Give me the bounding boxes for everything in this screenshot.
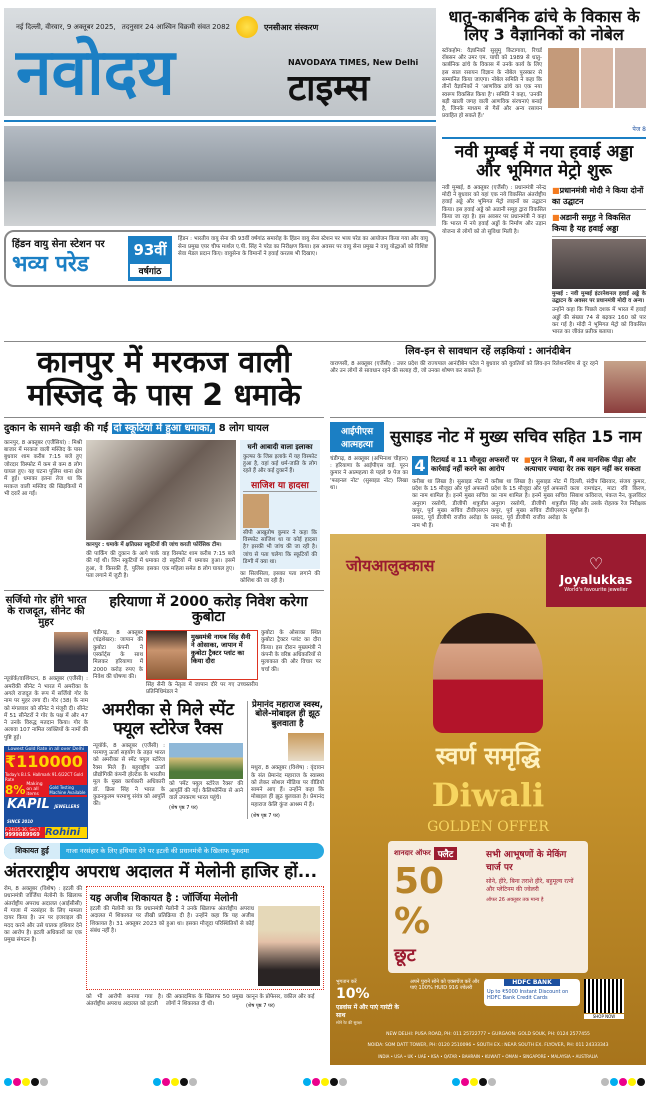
continued-note: (शेष पृष्ठ 7 पर) [251, 813, 280, 820]
bank-name: HDFC BANK [504, 979, 560, 986]
ad-bottom [330, 979, 646, 1026]
kanpur-right [240, 440, 320, 586]
america-body2: को 'स्पेंट फ्यूल स्टोरेज रैक्स' की आपूर्ति की गई। कैलिफोर्निया से आने वाले उपकरण भारत पहुंचे। [169, 780, 243, 802]
meloni-story [4, 886, 324, 1009]
offer-right [486, 847, 582, 903]
kanpur-body3: वाह विस्फोट शाम करीब 7:15 बजे दो स्कूटियों में धमाका हुआ। इसमें एक महिला समेत 8 लोग घायल हुए। [162, 551, 235, 572]
color-registration-marks [303, 1071, 348, 1090]
kubota-quote-box [146, 630, 258, 680]
divider [4, 417, 324, 418]
meloni-quote-box [86, 886, 324, 990]
bullet-text: प्रधानमंत्री मोदी ने किया दोनों का उद्घाटन [552, 185, 644, 206]
ips-header [330, 422, 646, 452]
premanand-headline: प्रेमानंद महाराज स्वस्थ, बोले-मोबाइल ही झूठ बुलवाता है [252, 699, 323, 729]
main-section [4, 346, 646, 1066]
masthead-topline [16, 16, 424, 38]
quote-title [90, 890, 320, 904]
registration-row [4, 1071, 646, 1090]
edition-label: एनसीआर संस्करण [264, 22, 319, 32]
kubota-story [93, 630, 324, 697]
meloni-col: को भी आरोपी बनाया गया है। अंतर्राष्ट्रीय अपराध अदालत को इटली [86, 994, 163, 1008]
page-ref: पेज 8 [632, 125, 646, 133]
bullet-item: ■प्रधानमंत्री मोदी ने किया दोनों का उद्घाटन [552, 185, 646, 210]
ad-diwali: Diwali [431, 775, 545, 814]
meloni-col-text: कानून के प्रोफेसर, वकील और कई [246, 994, 315, 1001]
ad-address2: NOIDA: SOM DATT TOWER, PH: 0120 2510096 • SOUTH EX.: NEAR SOUTH EX. FLYOVER, PH: 011 24333343 [367, 1043, 609, 1049]
america-body: न्यूयॉर्क, 8 अक्तूबर (एजैंसी) : परमाणु ऊर्जा सहयोग के तहत भारत को अमरीका से स्पेंट फ्यूल स्टोरेज रैक्स मिले हैं। बहुराष्ट्रीय ऊर्जा प्रौद्योगिकी कंपनी होल्टेक के भारतीय मूल के मुख्य कार्यकारी अधिकारी डॉ. क्रिस सिंह ने भारत के कुडनकुलम परमाणु संयंत्र को आपूर्ति की। [93, 742, 165, 808]
main-left [4, 346, 324, 1010]
kubota-quote: मुख्यमंत्री नायब सिंह सैनी ने ओसाका, जापान में कुबोटा ट्रैक्टर प्लांट का किया दौरा [191, 633, 251, 666]
qr-code[interactable] [584, 979, 624, 1013]
kapil-ad [4, 746, 88, 839]
sub-part: 8 लोग घायल [218, 422, 269, 434]
america-cols [93, 743, 243, 811]
nobel-body: स्टॉकहोम: वैज्ञानिकों सुसुमु किटागावा, रिचर्ड रॉबसन और उमर एम. याघी को 1989 से धातु-कार्बनिक ढांचे के विकास में उनके कार्य के लिए इस साल रसायन विज्ञान के नोबेल पुरस्कार से सम्मानित किया जाएगा। नोबेल समिति ने कहा कि तीनों वैज्ञानिकों ने 'आणविक ढांचे का एक नया स्वरूप विकसित किया है'। समिति ने कहा, 'उनकी बड़ी खाली जगह वाली आणविक संरचनाएं बनाई है, जिनके माध्यम से गैसें और अन्य रसायन प्रवाहित हो सकते हैं।' [442, 47, 542, 120]
kanpur-center [86, 440, 236, 580]
offer-flat: फ्लैट [434, 847, 458, 860]
divider [4, 341, 646, 342]
nobel-headline: धातु-कार्बनिक ढांचे के विकास के लिए 3 वैज्ञानिकों को नोबेल [448, 7, 640, 44]
ips-kicker: आईपीएस आत्महत्या [330, 422, 384, 452]
color-registration-marks [4, 1071, 49, 1090]
photo-caption: मुम्बई : नवी मुम्बई इंटरनेशनल हवाई अड्डे के उद्घाटन के अवसर पर प्रधानमंत्री मोदी व अन्य। [552, 290, 646, 305]
offer-box [388, 841, 588, 973]
america-premanand [93, 701, 324, 819]
quote-body: इटली की मेलोनी का कि प्रधानमंत्री मेलोनी ने उनके खिलाफ अंतर्राष्ट्रीय अपराध अदालत में शिकायत पर तीखी प्रतिक्रिया दी है। उन्होंने कहा कि यह अजीब शिकायत है। 31 अक्तूबर 2023 को हुआ था। इसका मौजूदा परिस्थितियों से कोई संबंध नहीं है। [90, 906, 254, 934]
kanpur-body2: की पार्किंग की दुकान के आगे पार्क की गई थी। जिन स्कूटियों में धमाका हुआ, वे किसकी हैं, पुलिस इसका पता लगाने में जुटी है। [86, 551, 159, 579]
meloni-kicker: शिकायत हुई [4, 843, 60, 859]
meloni-photo [258, 906, 320, 986]
meloni-headline: अंतरराष्ट्रीय अपराध अदालत में मेलोनी हाजिर हों... [4, 862, 318, 883]
sidebar-title2: साजिश या हादसा [243, 478, 317, 492]
ips-point1: रिटायर्ड व 11 मौजूदा अफसरों पर कार्रवाई नहीं करने का आरोप [431, 455, 519, 473]
heart-icon: ♡ [588, 553, 604, 573]
ips-body3: दिल्ली, संदीप खिरवार, संजय कुमार, कला रामचंद्रन, माटा रवि किरण, सिबाश कविराज, पंकज नैन, कुलविंदर सिंह और उसके रोहतक रेंज निरीक्षक सुशील हैं। [570, 478, 646, 514]
ad-top [330, 534, 646, 607]
sidebar-title: घनी आबादी वाला इलाका [247, 442, 313, 451]
anandiben-story [330, 361, 646, 413]
top-left [4, 8, 436, 287]
badge-number: 93वीं [133, 241, 167, 260]
pay-block [336, 979, 406, 1026]
sidebar-body2: सीपी आखुतोष कुमार ने कहा कि विस्फोट साजिश था या कोई हादसा है? इसकी भी जांच की जा रही है। जांच से पता चलेगा कि स्कूटियों की डिग्गी में क्या था। [243, 529, 317, 565]
english-name: NAVODAYA TIMES, New Delhi [288, 57, 419, 67]
ad-title: स्वर्ण समृद्धि [435, 741, 541, 770]
kapil-brand-sub: JEWELLERS SINCE 2010 [7, 804, 80, 825]
kubota-body3: कुबोटा के ओसाका स्थित कुबोटा ट्रैक्टर प्लांट का दौरा किया। इस दौरान मुख्यमंत्री ने कंपनी के वरिष्ठ अधिकारियों से मुलाकात की और विचार पर चर्चा की। [261, 630, 321, 673]
sub-part: दुकान के सामने खड़ी की गईं [4, 422, 109, 434]
divider [4, 590, 324, 591]
point-text: पूरन ने लिखा, मैं अब मानसिक पीड़ा और अत्याचार ज्यादा देर तक सहन नहीं कर सकता [524, 455, 641, 473]
logo-right [288, 58, 424, 109]
meloni-col [246, 994, 324, 1009]
lower-center [93, 595, 324, 819]
quote-title-text: यह अजीब शिकायत है : जॉर्जिया मेलोनी [90, 893, 238, 905]
sub-highlight: दो स्कूटियों में हुआ धमाका, [113, 422, 214, 434]
masthead-rule [4, 120, 436, 122]
kanpur-subheadline [4, 422, 324, 436]
ips-point2: ■पूरन ने लिखा, मैं अब मानसिक पीड़ा और अत्याचार ज्यादा देर तक सहन नहीं कर सकता [524, 455, 641, 473]
samvat-date: तदनुसार 24 आश्विन विक्रमी संवत 2082 [121, 22, 230, 31]
bank-offer: Up to ₹5000 Instant Discount on HDFC Bank Credit Cards [487, 989, 569, 1002]
ad-logo [546, 534, 646, 607]
kanpur-sidebar [240, 440, 320, 569]
scientist-photo [615, 48, 646, 108]
parade-photo [4, 126, 436, 226]
premanand-story [247, 701, 324, 819]
top-section [4, 8, 646, 337]
ad-tagline: World's favourite jeweller [564, 586, 628, 593]
premanand-photo [288, 733, 324, 761]
pay-label: भुगतान करें [336, 979, 357, 986]
kapil-address: F-24/35-36, Sec-7 [5, 827, 41, 833]
ips-right [412, 456, 646, 530]
premanand-body: मथुरा, 8 अक्तूबर (विशेष) : वृंदावन के संत प्रेमानंद महाराज के स्वास्थ्य को लेकर सोशल मीडिया पर वीडियो सामने आए हैं। उन्होंने कहा कि मोबाइल ही झूठ बुलवाता है। प्रेमानंद महाराज केलि कुंज आश्रम में हैं। [251, 765, 324, 808]
parade-title-block [12, 236, 122, 281]
america-headline: अमरीका से मिले स्पेंट फ्यूल स्टोरेज रैक्स [101, 699, 235, 739]
quote-content [90, 906, 320, 986]
kapil-brand: KAPIL [7, 797, 50, 813]
ips-body2b: करीबा था लिखा है। सुसाइड नोट में प्रदेश के 15 मौजूदा और पूर्व अफसरों का नाम शामिल है। इनमें मुख्य सचिव अनुराग रस्तोगी, डीजीपी शत्रुजीत कपूर, पूर्व मुख्य सचिव टीवीएसएन प्रसाद, पूर्व डीजीपी राजीव अरोड़ा के नाम भी हैं। [491, 478, 567, 529]
official-photo [243, 494, 269, 528]
kapil-rate-note: Today's B.I.S. Hallmark 91.6/22CT Gold Rate [5, 772, 83, 783]
parade-title: भव्य परेड [12, 252, 89, 278]
ips-number: 4 [412, 456, 428, 475]
ips-body2: करीबा था लिखा है। सुसाइड नोट में प्रदेश के 15 मौजूदा और पूर्व अफसरों का नाम शामिल है। इनमें मुख्य सचिव अनुराग रस्तोगी, डीजीपी शत्रुजीत कपूर, पूर्व मुख्य सचिव टीवीएसएन प्रसाद, पूर्व डीजीपी राजीव अरोड़ा के नाम भी हैं। [412, 478, 488, 529]
offer-off: छूट [394, 945, 416, 967]
divider [442, 137, 646, 139]
divider [330, 417, 646, 418]
navi-mumbai-body2: उन्होंने कहा कि पिछले दशक में भारत में हवाई अड्डों की संख्या 74 से बढ़कर 160 को पार कर गई है। मोदी ने भूमिगत मेट्रो को विकसित भारत का जीवंत प्रतीक बताया। [552, 307, 646, 336]
sergio-photo [54, 632, 88, 672]
meloni-band-text: गाजा नरसंहार के लिए हथियार देने पर इटली की प्रधानमंत्री के खिलाफ मुकदमा [66, 847, 249, 856]
offer-left [394, 847, 480, 967]
anandiben-photo [604, 361, 646, 413]
nobel-photos [548, 48, 646, 108]
ad-countries: INDIA • USA • UK • UAE • KSA • QATAR • BAHRAIN • KUWAIT • OMAN • SINGAPORE • MALAYSIA • AUSTRALIA [378, 1054, 598, 1060]
continued-note: (शेष पृष्ठ 7 पर) [246, 1003, 275, 1010]
navi-mumbai-body: नवी मुम्बई, 8 अक्तूबर (एजैंसी) : प्रधानमंत्री नरेन्द्र मोदी ने बुधवार को यहां एक नये विकसित अंतर्राष्ट्रीय हवाई अड्डे और भूमिगत मेट्रो लाइनों का उद्घाटन किया। इस हवाई अड्डे को अडानी समूह द्वारा विकसित किया जा रहा है। इस अवसर पर प्रधानमंत्री ने कहा कि भारत में नये हवाई अड्डों के निर्माण और उड़ान योजना से लोगों को तो सुविधा मिली है। [442, 184, 546, 235]
color-registration-marks [601, 1071, 646, 1090]
kanpur-headline: कानपुर में मरकज वाली मस्जिद के पास 2 धमाके [27, 344, 301, 414]
anandiben-body: वाराणसी, 8 अक्तूबर (एजैंसी) : उत्तर प्रदेश की राज्यपाल आनंदीबेन पटेल ने बुधवार को युवतियों को लिव-इन रिलेशनशिप से दूर रहने और उन लोगों से सावधान रहने की सलाह दी, जो उनका शोषण कर सकते हैं। [330, 360, 598, 375]
logo-times: टाइम्स [288, 67, 370, 109]
nobel-content [442, 48, 646, 121]
meloni-right [86, 886, 324, 1009]
ips-story [330, 456, 646, 530]
kanpur-subcols [86, 551, 236, 580]
masthead-logo [16, 38, 424, 108]
masthead [4, 8, 436, 116]
ips-body: चंडीगढ़, 8 अक्तूबर (अभिनाश चौहान) : हरियाणा के आईपीएस वाई. पूरन कुमार ने आत्महत्या से पहले 9 पेज का 'फाइनल नोट' (सुसाइड नोट) लिखा था। [330, 455, 408, 491]
hdfc-offer [484, 979, 580, 1006]
bullet-item: ■अडानी समूह ने विकसित किया है यह हवाई अड्डा [552, 212, 646, 237]
ad-address1: NEW DELHI: PUSA ROAD, PH: 011 25722777 • GURGAON: GOLD SOUK, PH: 0124 2577455 [386, 1032, 590, 1038]
america-story [93, 701, 243, 811]
kapil-phone: 9999889969 [5, 832, 40, 839]
offer-items: सोने, हीरे, बिना तराशे हीरे, बहुमूल्य रत्नों और प्लेटिनम की ज्वेलरी [486, 878, 574, 894]
kapil-tagline: Lowest Gold Rate in all over Delhi [5, 747, 87, 752]
pay-note: एडवांस में और पाएं गारंटी के साथ [336, 1004, 399, 1020]
qr-block [584, 979, 624, 1019]
meloni-body: रोम, 8 अक्तूबर (विशेष) : इटली की प्रधानमंत्री जॉर्जिया मेलोनी के खिलाफ अंतर्राष्ट्रीय अपराध अदालत (आईसीसी) में गाजा में नरसंहार के लिए मामला दायर किया है। उन पर इजराइल की मदद करने और उसे घातक हथियार देने का आरोप है। इटली अधिकारों का एक प्रमुख संगठन है। [4, 886, 82, 944]
navi-mumbai-bullets [552, 185, 646, 337]
ips-headline: सुसाइड नोट में मुख्य सचिव सहित 15 नाम [390, 426, 642, 446]
meloni-col: की अकादमिक के खिलाफ 50 प्रमुख लोगों ने शिकायत दी थी। [166, 994, 243, 1008]
sun-icon [236, 16, 258, 38]
kapil-brand-row [5, 797, 87, 827]
kapil-area: Rohini [45, 827, 87, 838]
making-label: Making on all items [26, 782, 43, 798]
sidebar-body: कुल्फा के जिस इलाके में यह विस्फोट हुआ है, वहां कई धर्म-जाति के लोग रहते हैं और कई दुकानें हैं। [243, 453, 317, 475]
anandiben-headline: लिव-इन से सावधान रहें लड़कियां : आनंदीबेन [405, 345, 571, 357]
anniversary-badge [128, 236, 172, 281]
sergio-headline: सर्जियो गोर होंगे भारत के राजदूत, सीनेट की मुहर [5, 594, 87, 629]
cm-photo [147, 631, 187, 679]
kanpur-body4: का सिलसिला, इसका पता लगाने की कोशिश की जा रही है। [240, 571, 320, 585]
kanpur-story [4, 440, 324, 586]
offer-validity: ऑफर 26 अक्तूबर तक मान्य है [486, 897, 544, 904]
sergio-body: न्यूयॉर्क/वाशिंगटन, 8 अक्तूबर (एजैंसी) : अमरीकी सीनेट ने भारत में अमरीका के अगले राजदूत के रूप में सर्जियो गोर के नाम पर मुहर लगा दी। गोर (38) के नाम को मंगलवार को सीनेट ने मंजूरी दी। सीनेट में 51 सीनेटरों ने गोर के पक्ष में और 47 ने उनके विरुद्ध मतदान किया। गोर के अलावा 107 नामित व्यक्तियों के नामों की पुष्टि हुई। [4, 676, 88, 741]
kubota-center [146, 630, 258, 697]
badge-label: वर्षगांठ [130, 264, 170, 277]
blast-photo-caption: कानपुर : धमाके में क्षतिग्रस्त स्कूटियों की जांच करती फोरेंसिक टीम। [86, 541, 222, 548]
kubota-body2: सिंह सैनी के नेतृत्व में जापान दौरे पर गए उच्चस्तरीय प्रतिनिधिमंडल ने [146, 682, 258, 696]
ips-cols [412, 479, 646, 530]
kapil-address-block [5, 827, 45, 838]
ad-brand-hindi: जोयआलुक्कास [346, 555, 435, 575]
scientist-photo [548, 48, 579, 108]
offer-kicker-row [394, 847, 480, 860]
parade-kicker: हिंडन वायु सेना स्टेशन पर [12, 239, 105, 251]
main-right [330, 346, 646, 1066]
meloni-columns [86, 994, 324, 1009]
navi-mumbai-story [442, 185, 646, 337]
blast-photo [86, 440, 236, 540]
continued-note: (शेष पृष्ठ 7 पर) [169, 804, 198, 811]
making-pct: 8% [5, 782, 26, 797]
kubota-body: चंडीगढ़, 8 अक्तूबर (चंद्रशेखर): जापान की कुबोटा कंपनी ने एस्कॉर्ट्स के साथ मिलकर हरियाणा में 2000 करोड़ रुपए के निवेश की घोषणा की। [93, 630, 143, 680]
offer-percent: 50% [394, 861, 445, 942]
reactor-photo [169, 743, 243, 779]
meloni-band [4, 843, 324, 859]
kanpur-body: कानपुर, 8 अक्तूबर (एजैंसियां) : मिश्री बाजार में मरकज वाली मस्जिद के पास बुधवार शाम करीब 7:15 बजे हुए जोरदार विस्फोट में कम से कम 8 लोग घायल हुए। यह घटना पुलिस थाना क्षेत्र में हुई। धमाका इतना तेज था कि मरकज वाली मस्जिद की खिड़कियों में भी दरारें आ गईं। [4, 439, 82, 497]
kubota-headline: हरियाणा में 2000 करोड़ निवेश करेगा कुबोटा [109, 593, 308, 626]
navi-mumbai-headline: नवी मुम्बई में नया हवाई अड्डा और भूमिगत मेट्रो शुरू [454, 141, 634, 181]
ad-brand: Joyalukkas [559, 572, 633, 587]
top-right [442, 8, 646, 337]
exchange-note: अपने पुराने सोने को एक्सचेंज करें और पाएं 100% HUID 916 ज्वेलरी [410, 979, 480, 992]
pay-percent: 10% [336, 986, 370, 1003]
kapil-price: ₹110000 [5, 752, 83, 772]
modi-photo [552, 239, 646, 289]
parade-box [4, 230, 436, 287]
joyalukkas-ad [330, 534, 646, 1065]
dateline: नई दिल्ली, वीरवार, 9 अक्तूबर 2025, [16, 22, 116, 31]
ad-golden-offer: GOLDEN OFFER [427, 819, 549, 836]
color-registration-marks [153, 1071, 198, 1090]
model-photo [433, 613, 543, 733]
machine-note: Gold Testing Machine Available [49, 784, 86, 795]
offer-title: सभी आभूषणों के मेकिंग चार्ज पर [486, 850, 567, 874]
offer-kicker: शानदार ऑफर [394, 849, 431, 858]
color-registration-marks [452, 1071, 497, 1090]
ips-points [412, 456, 646, 475]
america-right [169, 743, 243, 811]
shop-now[interactable]: SHOP NOW [584, 1014, 624, 1019]
pay-sub: सोने रेट की सुरक्षा [336, 1020, 362, 1026]
bullet-text: अडानी समूह ने विकसित किया है यह हवाई अड्डा [552, 212, 631, 233]
scientist-photo [581, 48, 612, 108]
parade-caption: हिंडन : भारतीय वायु सेना की 93वीं वर्षगांठ समारोह के हिंडन वायु सेना स्टेशन पर भव्य परेड का आयोजन किया गया और वायु सेना प्रमुख एयर चीफ मार्शल ए.पी. सिंह ने परेड का निरीक्षण किया। इस अवसर पर वायु सेना प्रमुख ने वायु योद्धाओं को विशिष्ट सेवा मेडल प्रदान किए। वायुसेना के विमानों ने हवाई करतब भी दिखाए। [178, 236, 428, 257]
kapil-making [5, 782, 87, 797]
kapil-contact [5, 827, 87, 838]
lower-left [4, 595, 324, 839]
logo-navodaya: नवोदय [16, 36, 175, 110]
sergio-column [4, 595, 88, 839]
